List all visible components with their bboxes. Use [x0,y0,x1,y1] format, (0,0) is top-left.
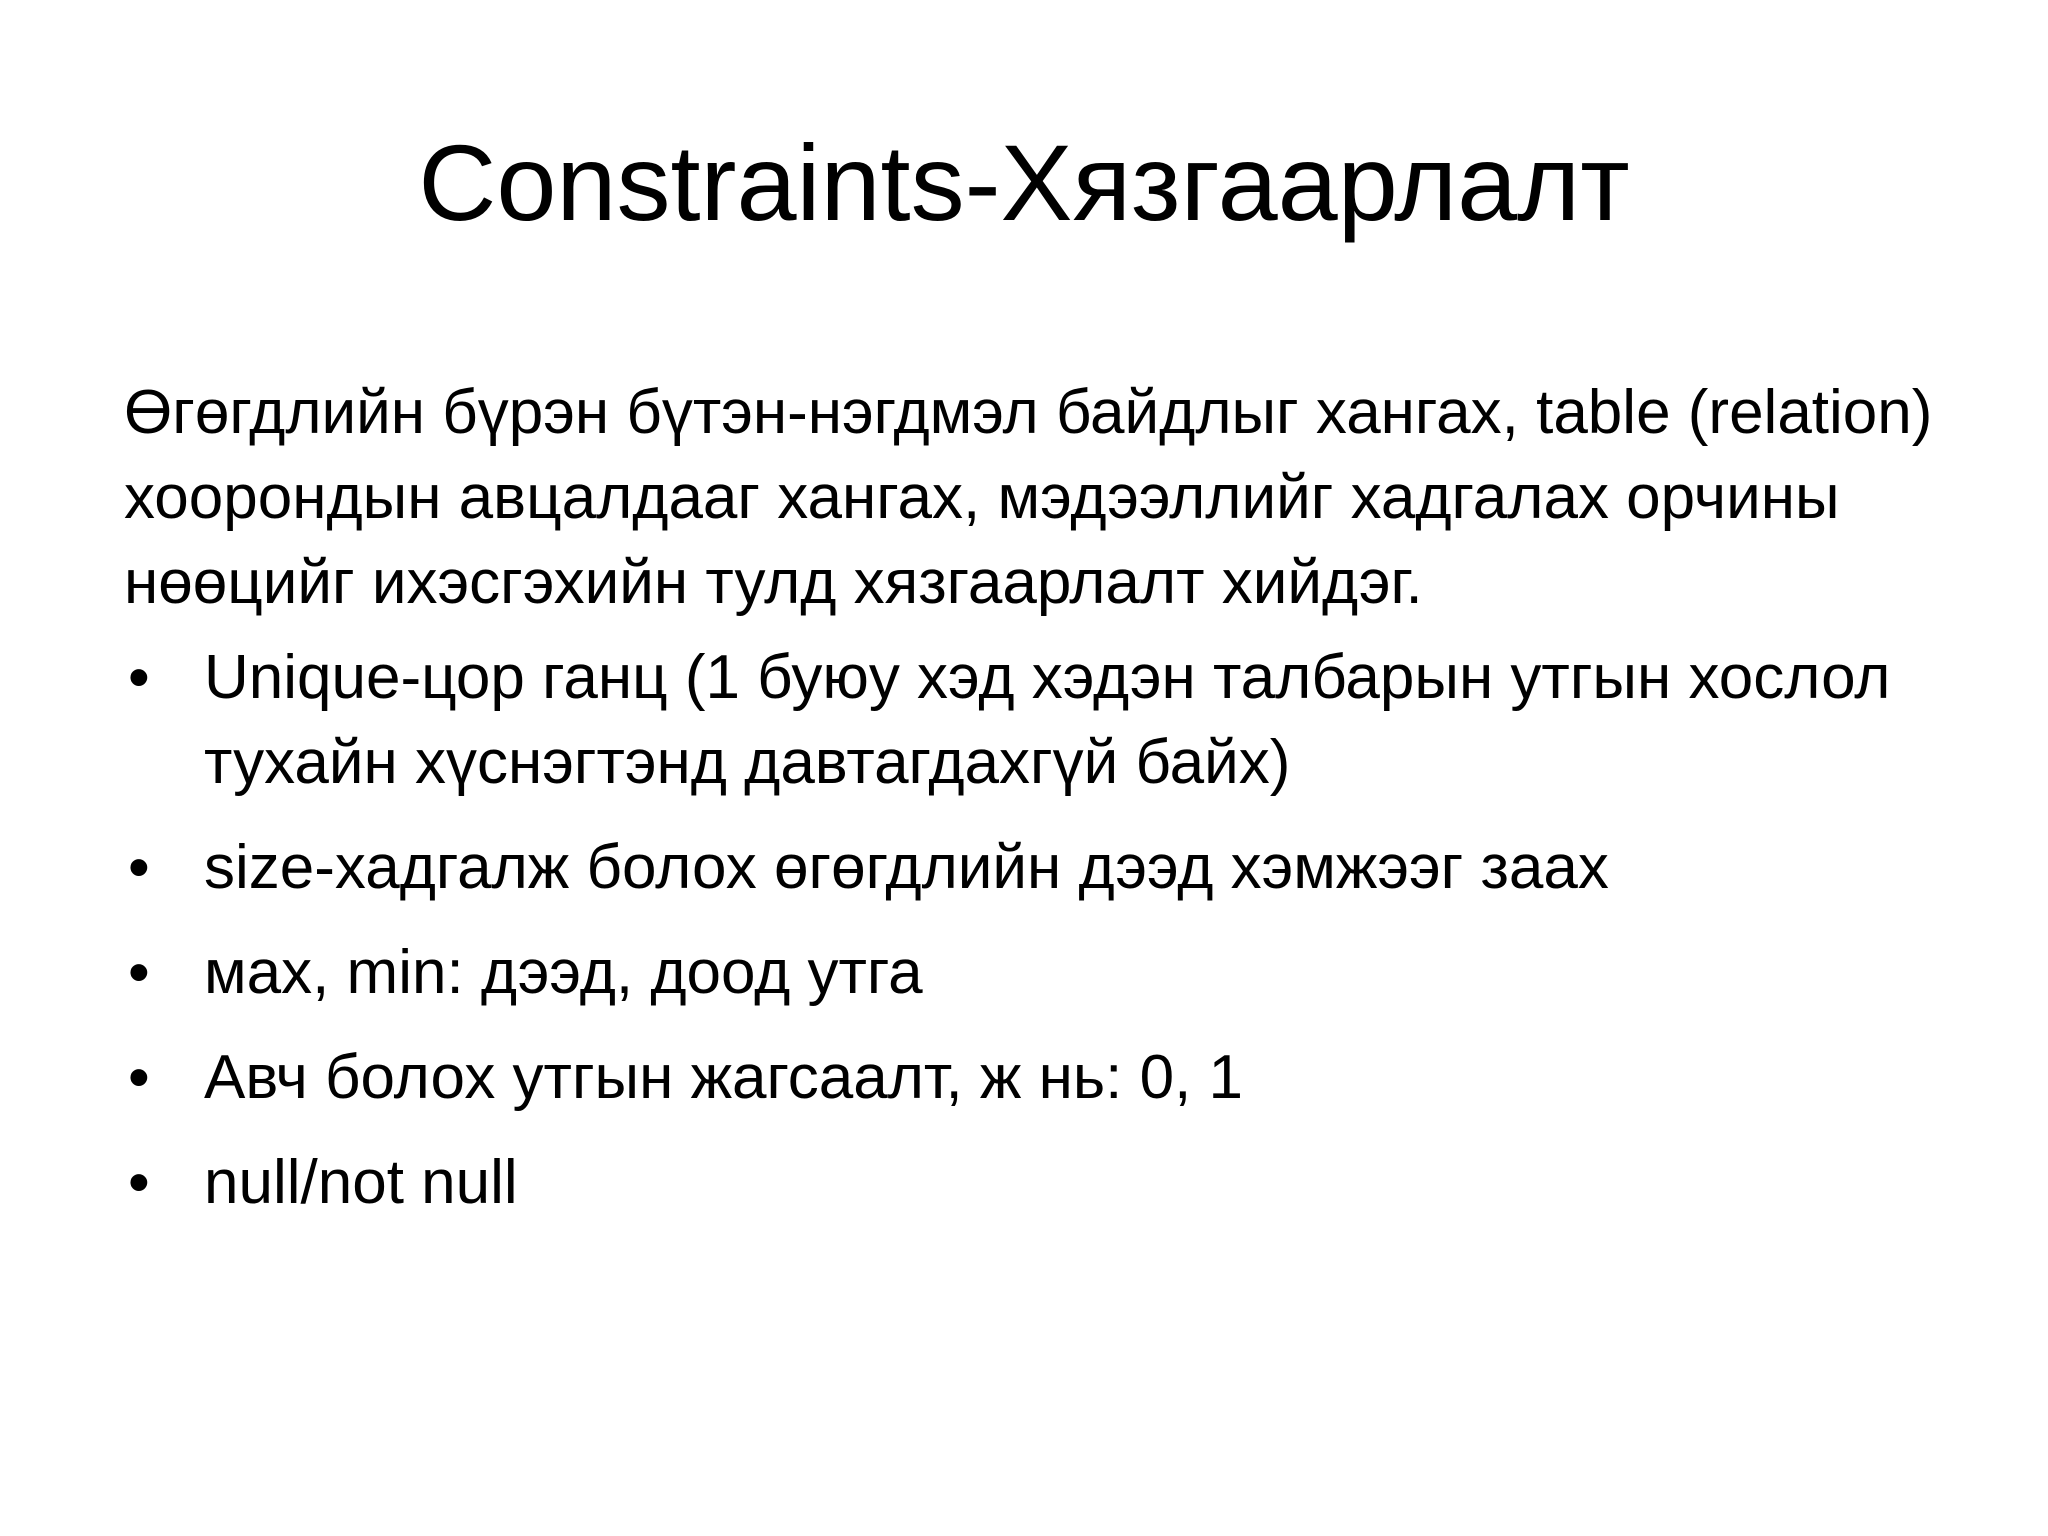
bullet-icon: • [128,938,150,1007]
bullet-item-size [124,825,1964,910]
bullet-text: Авч болох утгын жагсаалт, ж нь: 0, 1 [204,1043,1244,1112]
intro-paragraph: Өгөгдлийн бүрэн бүтэн-нэгдмэл байдлыг хангах, table (relation) хоорондын авцалдааг хангах, мэдээллийг хадгалах орчины нөөцийг ихэсгэхийн тулд хязгаарлалт хийдэг. [124,378,1933,617]
bullet-icon: • [128,1043,150,1112]
bullet-icon: • [128,833,150,902]
bullet-text: null/not null [204,1148,518,1217]
bullet-list [124,635,1964,1225]
bullet-item-unique [124,635,1964,805]
bullet-item-max-min [124,930,1964,1015]
bullet-text: Unique-цор ганц (1 буюу хэд хэдэн талбарын утгын хослол тухайн хүснэгтэнд давтагдахгүй байх) [204,643,1891,797]
slide-title: Constraints-Хязгаарлалт [418,122,1630,243]
bullet-icon: • [128,643,150,712]
bullet-item-null [124,1140,1964,1225]
bullet-text: size-хадгалж болох өгөгдлийн дээд хэмжээг заах [204,833,1609,902]
bullet-icon: • [128,1148,150,1217]
bullet-text: мах, min: дээд, доод утга [204,938,923,1007]
bullet-item-allowed-values [124,1035,1964,1120]
slide-body [124,370,1964,1245]
